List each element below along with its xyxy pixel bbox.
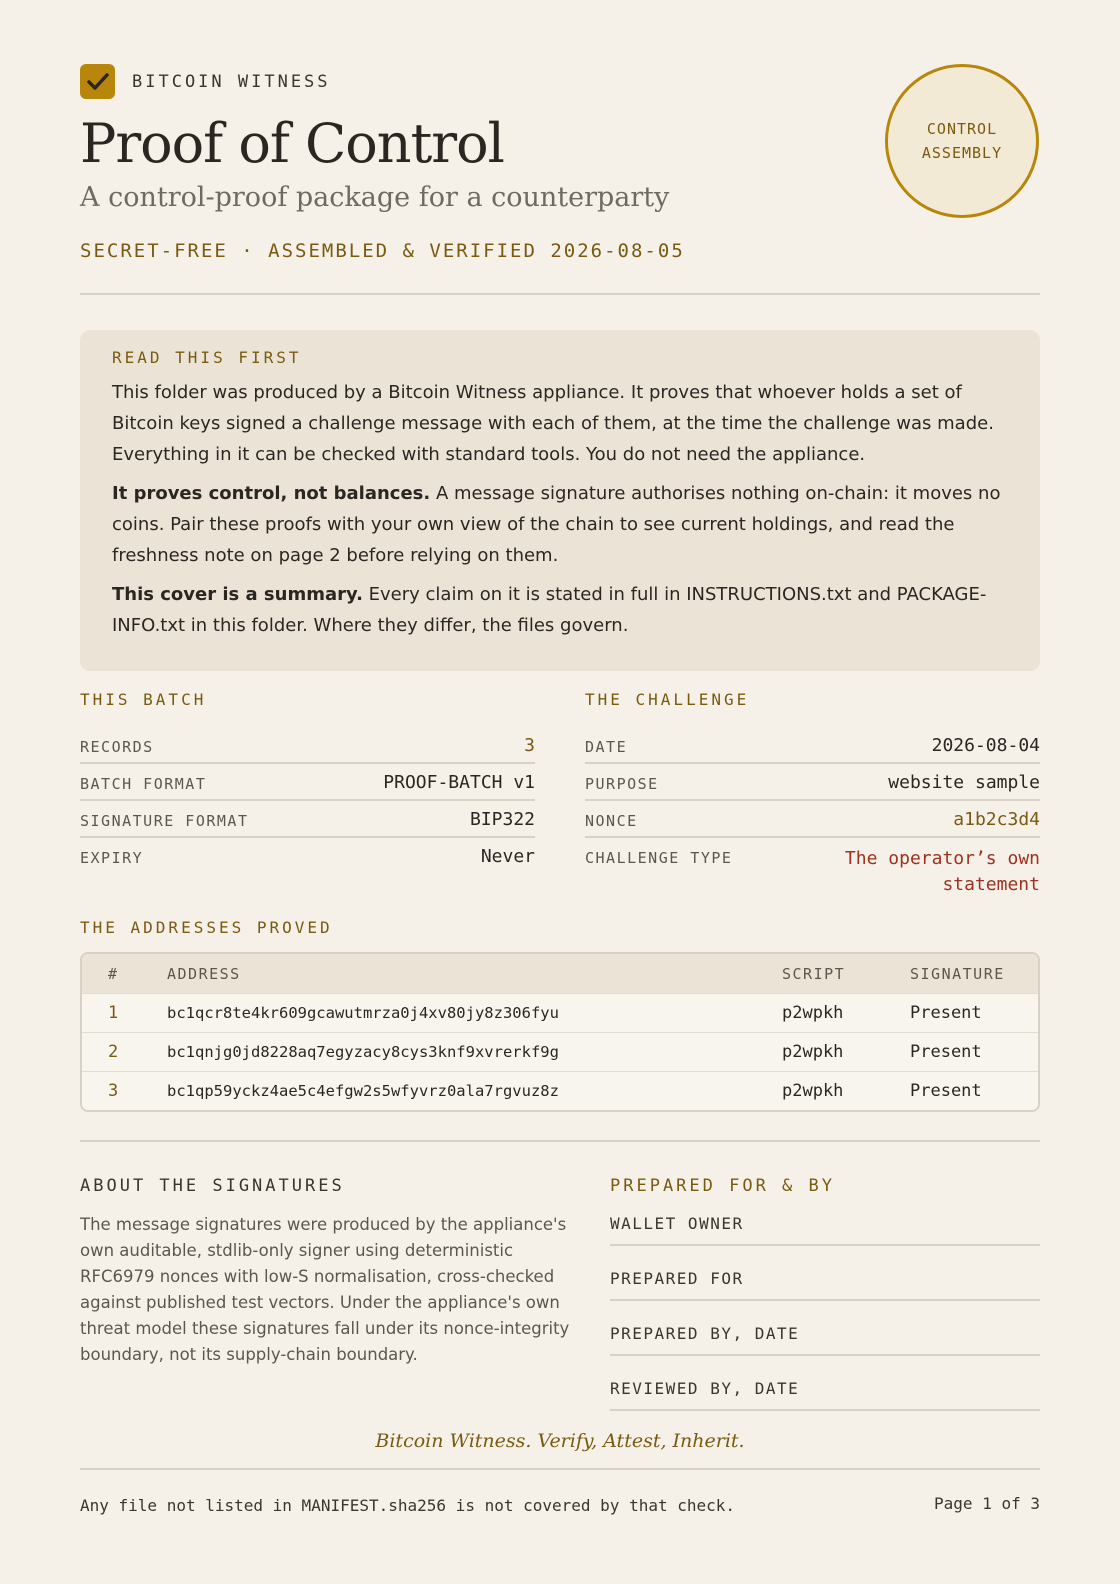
column-header: SIGNATURE <box>910 964 1005 983</box>
kv-key: NONCE <box>585 812 638 830</box>
seal-line-2: ASSEMBLY <box>921 144 1003 162</box>
column-header: # <box>108 964 119 983</box>
manifest-note: Any file not listed in MANIFEST.sha256 is not covered by that check. <box>80 1496 736 1515</box>
kv-key: CHALLENGE TYPE <box>585 849 733 867</box>
address-cell: bc1qcr8te4kr609gcawutmrza0j4xv80jy8z306fyu <box>167 1004 559 1022</box>
addresses-table <box>80 952 1040 1112</box>
prepared-section <box>610 1176 1040 1424</box>
address-cell: bc1qp59yckz4ae5c4efgw2s5wfyvrz0ala7rgvuz8z <box>167 1082 559 1100</box>
column-header: SCRIPT <box>782 964 846 983</box>
kv-row <box>80 727 535 764</box>
script-cell: p2wpkh <box>782 1081 844 1101</box>
about-text: The message signatures were produced by the appliance's own auditable, stdlib-only signer using deterministic RFC6979 nonces with low-S normalisation, cross-checked against published test vectors. Under the appliance's own threat model these signatures fall under its nonce-integrity boundary, not its supply-chain boundary. <box>80 1215 570 1364</box>
kv-row <box>585 838 1040 904</box>
batch-section <box>80 690 535 873</box>
page-subtitle: A control-proof package for a counterparty <box>80 182 670 213</box>
address-cell: bc1qnjg0jd8228aq7egyzacy8cys3knf9xvrerkf9g <box>167 1043 559 1061</box>
wallet-owner-field: WALLET OWNER <box>610 1204 1040 1246</box>
proves-control-bold: It proves control, not balances. <box>112 483 431 504</box>
page-number: Page 1 of 3 <box>934 1494 1040 1513</box>
challenge-type-line-2: statement <box>942 874 1040 895</box>
table-row <box>82 1071 1038 1110</box>
kv-key: RECORDS <box>80 738 154 756</box>
proves-control-text: A message signature authorises nothing on-chain: it moves no coins. Pair these proofs with your own view of the chain to see current holdings, and read the freshness note on page 2 before relying on them. <box>112 483 1001 566</box>
row-number: 3 <box>108 1081 119 1101</box>
kv-key: BATCH FORMAT <box>80 775 207 793</box>
table-header <box>82 954 1038 993</box>
challenge-date-value: 2026-08-04 <box>931 735 1040 756</box>
header-divider <box>80 293 1040 295</box>
read-first-label: READ THIS FIRST <box>112 348 302 367</box>
footer-divider <box>80 1468 1040 1470</box>
signature-cell: Present <box>910 1081 982 1101</box>
table-row <box>82 1032 1038 1071</box>
tagline: SECRET-FREE · ASSEMBLED & VERIFIED 2026-08-05 <box>80 240 685 262</box>
purpose-value: website sample <box>888 772 1040 793</box>
about-signatures <box>80 1176 570 1368</box>
kv-row <box>80 801 535 838</box>
script-cell: p2wpkh <box>782 1042 844 1062</box>
nonce-value: a1b2c3d4 <box>953 809 1040 830</box>
kv-key: DATE <box>585 738 628 756</box>
challenge-label: THE CHALLENGE <box>585 690 750 709</box>
motto: Bitcoin Witness. Verify, Attest, Inherit. <box>375 1430 745 1452</box>
prepared-label: PREPARED FOR & BY <box>610 1176 835 1196</box>
cover-summary-text: Every claim on it is stated in full in INSTRUCTIONS.txt and PACKAGE-INFO.txt in this folder. Where they differ, the files govern. <box>112 584 987 636</box>
kv-key: EXPIRY <box>80 849 144 867</box>
read-first-paragraph-2 <box>112 478 1008 571</box>
records-value: 3 <box>524 735 535 756</box>
kv-row <box>585 727 1040 764</box>
challenge-type-line-1: The operator’s own <box>844 848 1040 869</box>
table-row <box>82 993 1038 1032</box>
about-label: ABOUT THE SIGNATURES <box>80 1176 345 1196</box>
kv-key: PURPOSE <box>585 775 659 793</box>
batch-format-value: PROOF-BATCH v1 <box>383 772 535 793</box>
prepared-by-field: PREPARED BY, DATE <box>610 1314 1040 1356</box>
cover-summary-bold: This cover is a summary. <box>112 584 363 605</box>
brand-name: BITCOIN WITNESS <box>132 71 331 92</box>
addresses-label: THE ADDRESSES PROVED <box>80 918 333 937</box>
seal-line-1: CONTROL <box>926 120 998 138</box>
checkmark-icon <box>80 64 115 99</box>
challenge-type-value <box>845 846 1040 898</box>
signature-format-value: BIP322 <box>469 809 535 830</box>
kv-key: SIGNATURE FORMAT <box>80 812 249 830</box>
batch-label: THIS BATCH <box>80 690 207 709</box>
row-number: 2 <box>108 1042 119 1062</box>
kv-row <box>585 801 1040 838</box>
script-cell: p2wpkh <box>782 1003 844 1023</box>
signature-cell: Present <box>910 1042 982 1062</box>
expiry-value: Never <box>480 846 535 867</box>
prepared-for-field: PREPARED FOR <box>610 1259 1040 1301</box>
challenge-section <box>585 690 1040 904</box>
signature-cell: Present <box>910 1003 982 1023</box>
control-assembly-seal <box>885 64 1039 218</box>
page-title: Proof of Control <box>80 112 504 175</box>
brand <box>80 64 331 99</box>
reviewed-by-field: REVIEWED BY, DATE <box>610 1369 1040 1411</box>
kv-row <box>585 764 1040 801</box>
kv-row <box>80 838 535 873</box>
read-first-paragraph-1: This folder was produced by a Bitcoin Witness appliance. It proves that whoever holds a set of Bitcoin keys signed a challenge message with each of them, at the time the challenge was made. Everything in it can be checked with standard tools. You do not need the appliance. <box>112 382 994 465</box>
read-first-paragraph-3 <box>112 579 1008 641</box>
kv-row <box>80 764 535 801</box>
read-first-box <box>80 330 1040 671</box>
row-number: 1 <box>108 1003 119 1023</box>
column-header: ADDRESS <box>167 964 241 983</box>
section-divider <box>80 1140 1040 1142</box>
